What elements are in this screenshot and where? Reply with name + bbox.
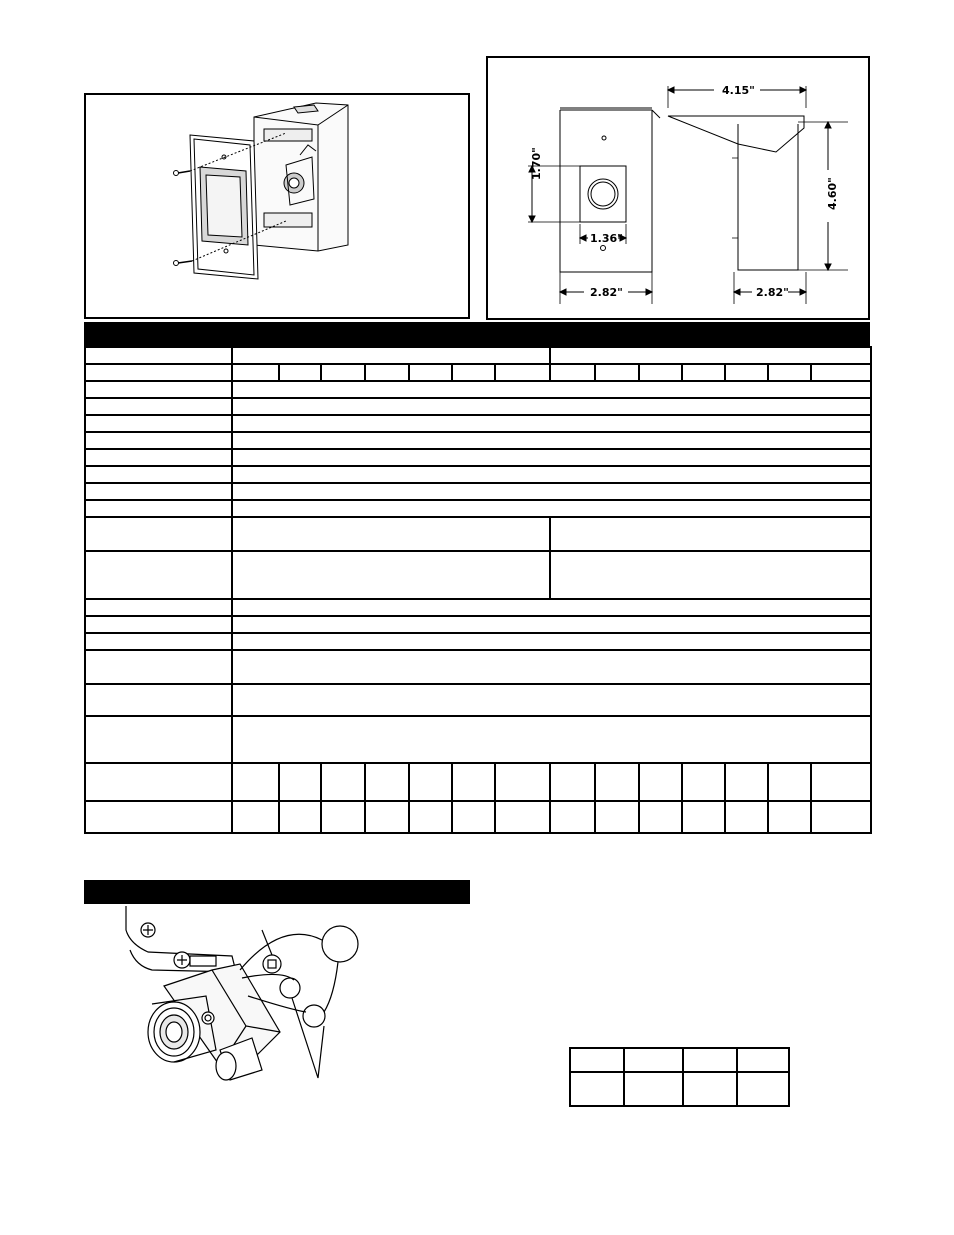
dim-label-4-60: 4.60" [826,177,839,210]
table-row [570,1048,789,1072]
dim-label-2-82-front: 2.82" [590,286,623,299]
dim-label-2-82-side: 2.82" [756,286,789,299]
dim-label-1-70: 1.70" [530,147,543,180]
exploded-enclosure-illustration [86,95,468,317]
dimension-drawing [488,58,868,318]
table-row [85,551,871,599]
table-row [85,398,871,415]
table-row [85,517,871,551]
table-row [85,633,871,650]
table-row [85,500,871,517]
mechanism-illustration-wrap [112,900,372,1100]
table-row [85,616,871,633]
table-row [85,716,871,763]
spec-table [84,346,872,834]
table-row [85,347,871,364]
table-row [85,763,871,801]
table-row [85,415,871,432]
table-row [85,449,871,466]
dim-label-1-36: 1.36" [590,232,623,245]
table-row [85,432,871,449]
dimension-drawing-panel [486,56,870,320]
table-row [85,466,871,483]
small-table [569,1047,790,1107]
dim-label-4-15: 4.15" [722,84,755,97]
table-row [85,381,871,398]
spec-table-header-bar [84,322,870,347]
table-row [85,483,871,500]
table-row [85,599,871,616]
table-row [570,1072,789,1106]
exploded-view-panel [84,93,470,319]
table-row [85,650,871,684]
table-row [85,364,871,381]
table-row [85,801,871,833]
mechanism-illustration [112,900,372,1100]
table-row [85,684,871,716]
